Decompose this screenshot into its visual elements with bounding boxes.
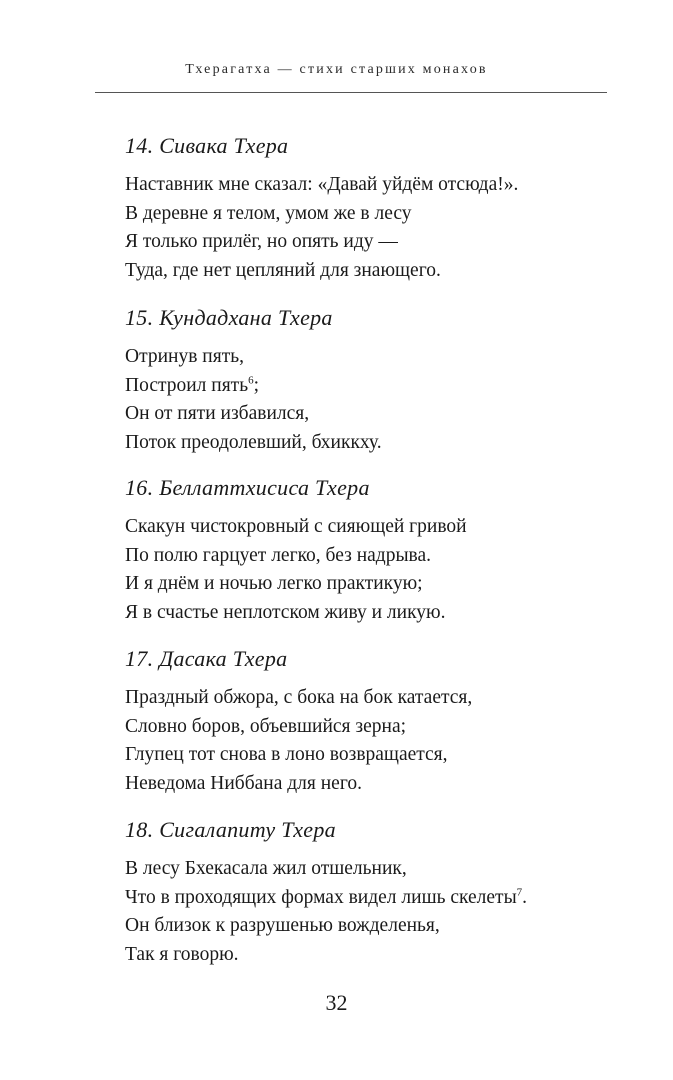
poem-line (125, 884, 625, 913)
page-number: 32 (325, 990, 348, 1015)
poem-line: Он от пяти избавился, (125, 403, 310, 424)
running-header: Тхерагатха — стихи старших монахов (185, 62, 488, 77)
poem-lines (125, 343, 625, 457)
poem-line (125, 372, 625, 401)
poem-line: Я в счастье неплотском живу и ликую. (125, 601, 446, 623)
poem-line: Он близок к разрушенью вожделенья, (125, 915, 440, 936)
poem-line: Неведома Ниббана для него. (125, 772, 362, 794)
poem-line-text: Что в проходящих формах видел лишь скелеты (125, 886, 517, 908)
poem-title: 18. Сигалапиту Тхера (125, 817, 336, 842)
poem-lines (125, 171, 625, 285)
poem-18 (125, 817, 625, 969)
poem-14 (125, 133, 625, 285)
poem-line: По полю гарцует легко, без надрыва. (125, 544, 432, 566)
line-punctuation: . (522, 886, 528, 908)
poem-lines (125, 684, 625, 798)
poem-line: Туда, где нет цепляний для знающего. (125, 259, 441, 281)
poem-lines (125, 855, 625, 969)
footnote-marker: 7 (516, 886, 523, 898)
footnote-marker: 6 (248, 374, 254, 386)
poem-line: И я днём и ночью легко практикую; (125, 573, 423, 594)
poem-line: Скакун чистокровный с сияющей гривой (125, 516, 467, 537)
poem-15 (125, 305, 625, 457)
poem-line: Так я говорю. (125, 943, 239, 965)
header-divider (95, 92, 607, 93)
poem-title: 16. Беллаттхисиса Тхера (125, 475, 370, 500)
poem-line: Наставник мне сказал: «Давай уйдём отсюда!». (125, 174, 519, 195)
poem-title: 17. Дасака Тхера (125, 646, 288, 671)
poem-line: Праздный обжора, с бока на бок катается, (125, 687, 473, 708)
poem-title: 15. Кундадхана Тхера (125, 305, 333, 330)
poem-line: Я только прилёг, но опять иду — (125, 231, 398, 252)
line-punctuation: ; (253, 374, 260, 396)
poem-line: Отринув пять, (125, 346, 244, 367)
poem-line: Словно боров, объевшийся зерна; (125, 715, 407, 737)
poem-lines (125, 513, 625, 627)
poem-line: Глупец тот снова в лоно возвращается, (125, 744, 448, 765)
poem-line: Поток преодолевший, бхиккху. (125, 431, 382, 453)
poem-16 (125, 475, 625, 627)
poem-17 (125, 646, 625, 798)
poem-line-text: Построил пять (125, 374, 249, 396)
poem-title: 14. Сивака Тхера (125, 133, 289, 158)
poem-line: В деревне я телом, умом же в лесу (125, 202, 412, 224)
poem-line: В лесу Бхекасала жил отшельник, (125, 858, 407, 879)
